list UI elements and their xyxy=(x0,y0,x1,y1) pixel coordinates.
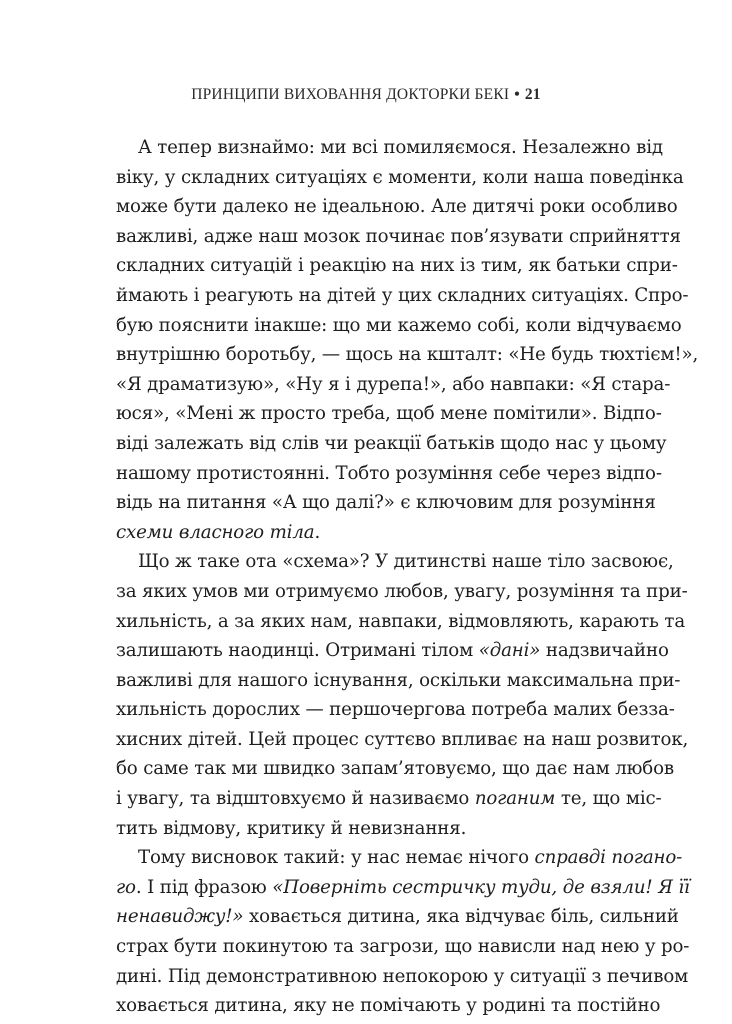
italic-phrase: справді погано- xyxy=(534,847,683,869)
body-text xyxy=(116,133,699,1021)
italic-phrase: го xyxy=(116,876,136,898)
text-line: важливі для нашого існування, оскільки максимальна при- xyxy=(116,669,681,691)
page-number: 21 xyxy=(524,86,541,103)
text-line xyxy=(116,873,690,903)
text-line: юся», «Мені ж просто треба, щоб мене помітили». Відпо- xyxy=(116,403,662,425)
text-line: хисних дітей. Цей процес суттєво впливає на наш розвиток, xyxy=(116,728,689,750)
text-line: за яких умов ми отримуємо любов, увагу, розуміння та при- xyxy=(116,580,688,602)
text-line: бо саме так ми швидко запам’ятовуємо, що дає нам любов xyxy=(116,758,674,780)
text-fragment: ховається дитина, яка відчуває біль, сильний xyxy=(243,906,679,928)
italic-phrase: схеми власного тіла xyxy=(116,521,315,543)
text-line: Що ж таке ота «схема»? У дитинстві наше тіло засвоює, xyxy=(138,551,674,573)
text-line xyxy=(116,784,662,814)
text-line: тить відмову, критику й невизнання. xyxy=(116,817,467,839)
text-line xyxy=(116,902,679,932)
text-line: дині. Під демонстративною непокорою у ситуації з печивом xyxy=(116,965,689,987)
text-line: бую пояснити інакше: що ми кажемо собі, коли відчуваємо xyxy=(116,314,682,336)
text-line: нашому протистоянні. Тобто розуміння себе через відпо- xyxy=(116,462,662,484)
text-line xyxy=(116,843,683,873)
text-line xyxy=(116,518,618,548)
text-line: важливі, адже наш мозок починає пов’язувати сприйняття xyxy=(116,225,681,247)
italic-phrase: «Поверніть сестричку туди, де взяли! Я її xyxy=(272,876,690,898)
text-line: «Я драматизую», «Ну я і дурепа!», або навпаки: «Я стара- xyxy=(116,373,671,395)
text-line: може бути далеко не ідеальною. Але дитячі роки особливо xyxy=(116,196,678,218)
text-line: страх бути покинутою та загрози, що нависли над нею у ро- xyxy=(116,936,690,958)
running-header xyxy=(0,86,732,104)
header-separator: • xyxy=(514,86,520,103)
text-fragment: і увагу, та відштовхуємо й називаємо xyxy=(116,788,475,810)
text-line xyxy=(116,636,669,666)
text-fragment: те, що міс- xyxy=(555,788,662,810)
italic-phrase: ненавиджу!» xyxy=(116,906,244,928)
text-line: ймають і реагують на дітей у цих складних ситуаціях. Спро- xyxy=(116,284,689,306)
text-line: віку, у складних ситуаціях є моменти, коли наша поведінка xyxy=(116,166,684,188)
text-fragment: залишають наодинці. Отримані тілом xyxy=(116,640,479,662)
text-fragment: . xyxy=(314,521,321,543)
text-line: ховається дитина, яку не помічають у родині та постійно xyxy=(116,995,661,1017)
running-title: ПРИНЦИПИ ВИХОВАННЯ ДОКТОРКИ БЕКІ xyxy=(191,86,510,103)
text-fragment: Тому висновок такий: у нас немає нічого xyxy=(138,847,535,869)
text-fragment: надзвичайно xyxy=(540,640,669,662)
italic-phrase: поганим xyxy=(474,788,556,810)
text-line: хильність дорослих — першочергова потреба малих безза- xyxy=(116,699,675,721)
italic-phrase: «дані» xyxy=(478,640,541,662)
text-line: внутрішню боротьбу, — щось на кшталт: «Не будь тюхтієм!», xyxy=(116,344,699,366)
text-line: складних ситуацій і реакцію на них із тим, як батьки спри- xyxy=(116,255,678,277)
text-line: хильність, а за яких нам, навпаки, відмовляють, карають та xyxy=(116,610,686,632)
text-line: відь на питання «А що далі?» є ключовим для розуміння xyxy=(116,492,656,514)
text-fragment: . І під фразою xyxy=(135,876,273,898)
text-line: А тепер визнаймо: ми всі помиляємося. Незалежно від xyxy=(138,137,663,158)
text-line: віді залежать від слів чи реакції батьків щодо нас у цьому xyxy=(116,432,667,454)
